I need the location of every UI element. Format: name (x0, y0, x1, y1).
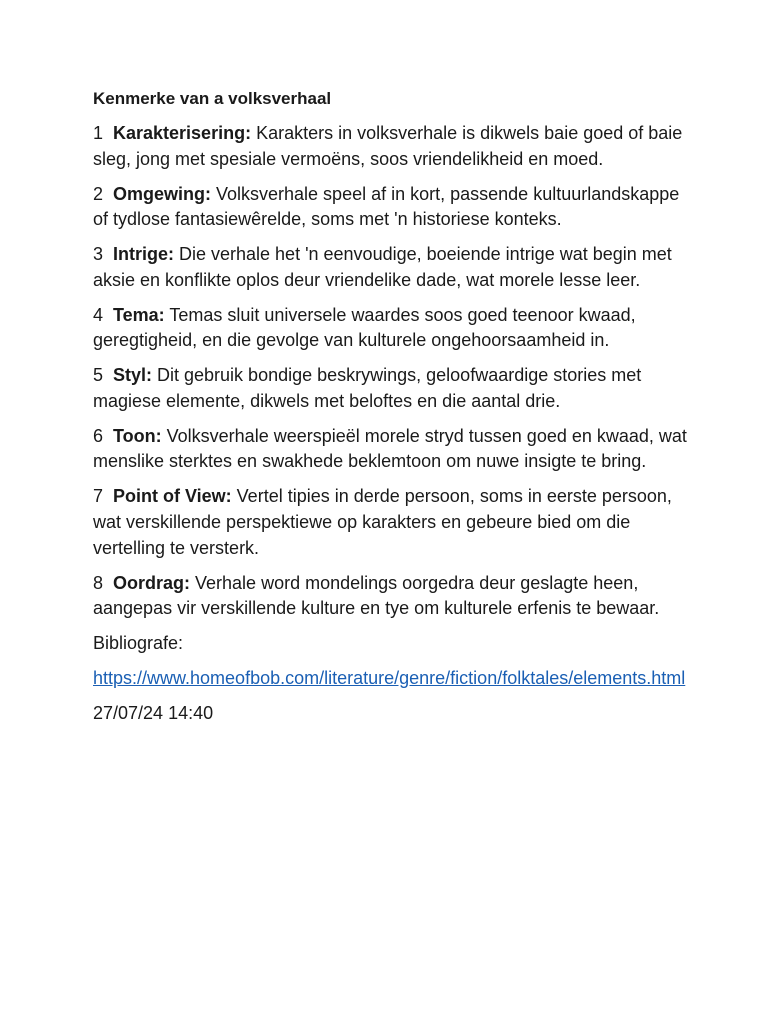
item-number: 2 (93, 183, 104, 204)
item-text: Volksverhale weerspieël morele stryd tussen goed en kwaad, wat menslike sterktes en swakhede beklemtoon om nuwe insigte te bring. (93, 425, 687, 472)
bibliography-label: Bibliografe: (93, 633, 184, 654)
list-item-setting (93, 182, 693, 233)
item-term: Intrige: (113, 244, 174, 265)
list-item-style (93, 363, 693, 414)
document-page (93, 86, 693, 727)
item-term: Omgewing: (113, 183, 211, 204)
item-term: Point of View: (113, 486, 232, 507)
item-text: Temas sluit universele waardes soos goed teenoor kwaad, geregtigheid, en die gevolge van kulturele ongehoorsaamheid in. (93, 304, 636, 351)
list-item-transmission (93, 571, 693, 622)
item-term: Toon: (113, 425, 162, 446)
list-item-tone (93, 424, 693, 475)
list-item-point-of-view (93, 484, 693, 561)
item-number: 1 (93, 123, 104, 143)
item-text: Volksverhale speel af in kort, passende kultuurlandskappe of tydlose fantasiewêrelde, soms met 'n historiese konteks. (93, 183, 680, 230)
item-text: Verhale word mondelings oorgedra deur geslagte heen, aangepas vir verskillende kulture en tye om kulturele erfenis te bewaar. (93, 572, 660, 619)
item-text: Die verhale het 'n eenvoudige, boeiende intrige wat begin met aksie en konflikte oplos deur vriendelike dade, wat morele lesse leer. (93, 244, 672, 290)
item-term: Oordrag: (113, 572, 191, 593)
item-term: Tema: (113, 304, 165, 325)
document-title: Kenmerke van a volksverhaal (93, 89, 332, 108)
item-text: Karakters in volksverhale is dikwels baie goed of baie sleg, jong met spesiale vermoëns, soos vriendelikheid en moed. (93, 123, 683, 169)
item-number: 6 (93, 425, 104, 446)
item-text: Vertel tipies in derde persoon, soms in eerste persoon, wat verskillende perspektiewe op karakters en gebeure bied om die vertelling te versterk. (93, 486, 672, 558)
bibliography-link[interactable]: https://www.homeofbob.com/literature/genre/fiction/folktales/elements.html (93, 668, 686, 689)
timestamp: 27/07/24 14:40 (93, 703, 214, 724)
item-number: 8 (93, 572, 104, 593)
item-term: Karakterisering: (113, 123, 252, 143)
item-number: 7 (93, 486, 104, 507)
list-item-characterisation (93, 121, 693, 172)
list-item-plot (93, 242, 693, 293)
item-number: 4 (93, 304, 104, 325)
list-item-theme (93, 303, 693, 354)
item-number: 5 (93, 365, 104, 386)
item-number: 3 (93, 244, 104, 265)
item-term: Styl: (113, 365, 153, 386)
item-text: Dit gebruik bondige beskrywings, geloofwaardige stories met magiese elemente, dikwels met beloftes en die aantal drie. (93, 365, 642, 411)
